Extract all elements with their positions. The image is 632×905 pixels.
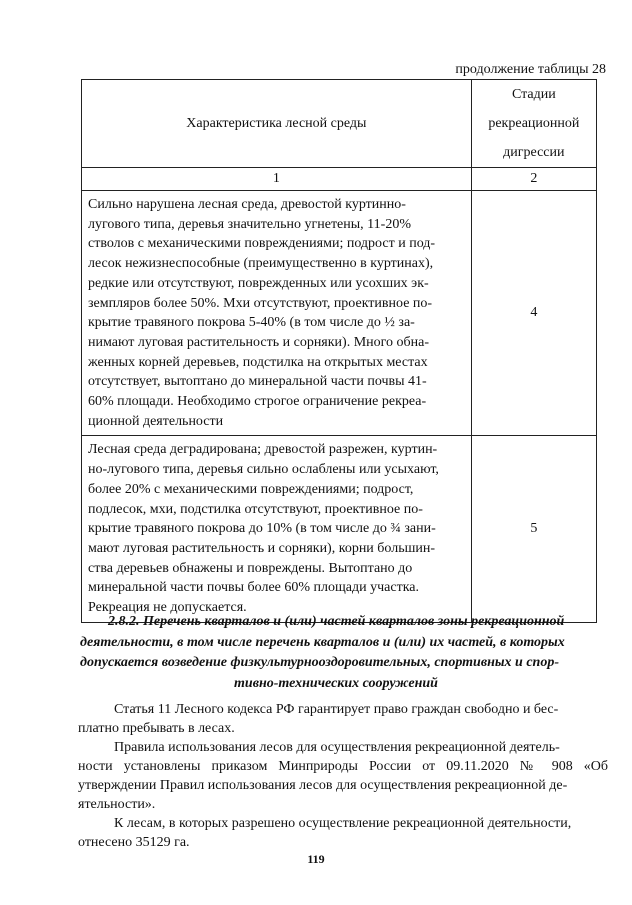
- column-number: 2: [471, 168, 596, 191]
- table-row: [82, 436, 597, 622]
- description-line: отсутствует, вытоптано до минеральной части почвы 41-: [88, 374, 427, 390]
- description-line: земпляров более 50%. Мхи отсутствуют, проективное по-: [88, 295, 433, 311]
- paragraph-line: Правила использования лесов для осуществления рекреационной деятель-: [114, 740, 560, 755]
- section-heading-line: деятельности, в том числе перечень кварталов и (или) их частей, в которых: [80, 634, 565, 650]
- section-heading-line: тивно-технических сооружений: [234, 675, 438, 691]
- column-number: 1: [82, 168, 472, 191]
- paragraph-line: отнесено 35129 га.: [78, 835, 190, 850]
- paragraph-line: Статья 11 Лесного кодекса РФ гарантирует право граждан свободно и бес-: [114, 702, 559, 717]
- description-line: 60% площади. Необходимо строгое ограничение рекреа-: [88, 394, 427, 410]
- header-forest-characteristic: Характеристика лесной среды: [82, 80, 472, 168]
- header-stage-line: дигрессии: [503, 145, 565, 160]
- description-line: Лесная среда деградирована; древостой разрежен, куртин-: [88, 442, 438, 458]
- row-description: [82, 191, 472, 436]
- column-number-row: [82, 168, 597, 191]
- body-text: [78, 700, 608, 852]
- paragraph-line: утверждении Правил использования лесов для осуществления рекреационной де-: [78, 778, 568, 793]
- description-line: стволов с механическими повреждениями; подрост и под-: [88, 236, 436, 252]
- description-line: женных корней деревьев, подстилка на открытых местах: [88, 354, 428, 370]
- section-heading: [58, 612, 614, 694]
- description-line: Сильно нарушена лесная среда, древостой куртинно-: [88, 197, 406, 212]
- section-heading-line: 2.8.2. Перечень кварталов и (или) частей кварталов зоны рекреационной: [108, 614, 565, 629]
- row-stage-value: 5: [471, 436, 596, 622]
- recreational-digression-table: [81, 79, 597, 623]
- description-line: но-лугового типа, деревья сильно ослаблены или усыхают,: [88, 462, 439, 478]
- paragraph-line: К лесам, в которых разрешено осуществление рекреационной деятельности,: [114, 816, 572, 831]
- table-header-row: [82, 80, 597, 168]
- page-number: 119: [307, 852, 325, 866]
- table-continuation-note: продолжение таблицы 28: [455, 62, 606, 77]
- description-line: минеральной части почвы более 60% площади участка.: [88, 580, 420, 596]
- description-line: лугового типа, деревья значительно угнетены, 11-20%: [88, 216, 411, 232]
- section-heading-line: допускается возведение физкультурнооздоровительных, спортивных и спор-: [80, 655, 560, 670]
- description-line: ционной деятельности: [88, 413, 224, 429]
- table-row: [82, 191, 597, 436]
- header-stage-line: Стадии: [511, 87, 556, 102]
- description-line: крытие травяного покрова до 10% (в том числе до ¾ зани-: [88, 521, 436, 537]
- description-line: редкие или отсутствуют, поврежденных или усохших эк-: [88, 275, 429, 291]
- row-description: [82, 436, 472, 622]
- description-line: нимают луговая растительность и сорняки). Много обна-: [88, 334, 430, 350]
- description-line: Рекреация не допускается.: [88, 600, 247, 616]
- description-line: мают луговая растительность и сорняки), корни большин-: [88, 540, 436, 556]
- description-line: лесок нежизнеспособные (преимущественно в куртинах),: [88, 256, 434, 272]
- description-line: более 20% с механическими повреждениями; подрост,: [88, 481, 414, 497]
- header-digression-stages: [471, 80, 596, 168]
- paragraph-line: ности установлены приказом Минприроды России от 09.11.2020 № 908 «Об: [78, 759, 608, 774]
- description-line: ства деревьев обнажены и повреждены. Вытоптано до: [88, 560, 413, 576]
- description-line: крытие травяного покрова 5-40% (в том числе до ½ за-: [88, 315, 415, 331]
- header-stage-line: рекреационной: [488, 116, 580, 131]
- paragraph-line: платно пребывать в лесах.: [78, 721, 235, 736]
- row-stage-value: 4: [471, 191, 596, 436]
- paragraph-line: ятельности».: [78, 797, 156, 812]
- description-line: подлесок, мхи, подстилка отсутствуют, проективное по-: [88, 501, 423, 517]
